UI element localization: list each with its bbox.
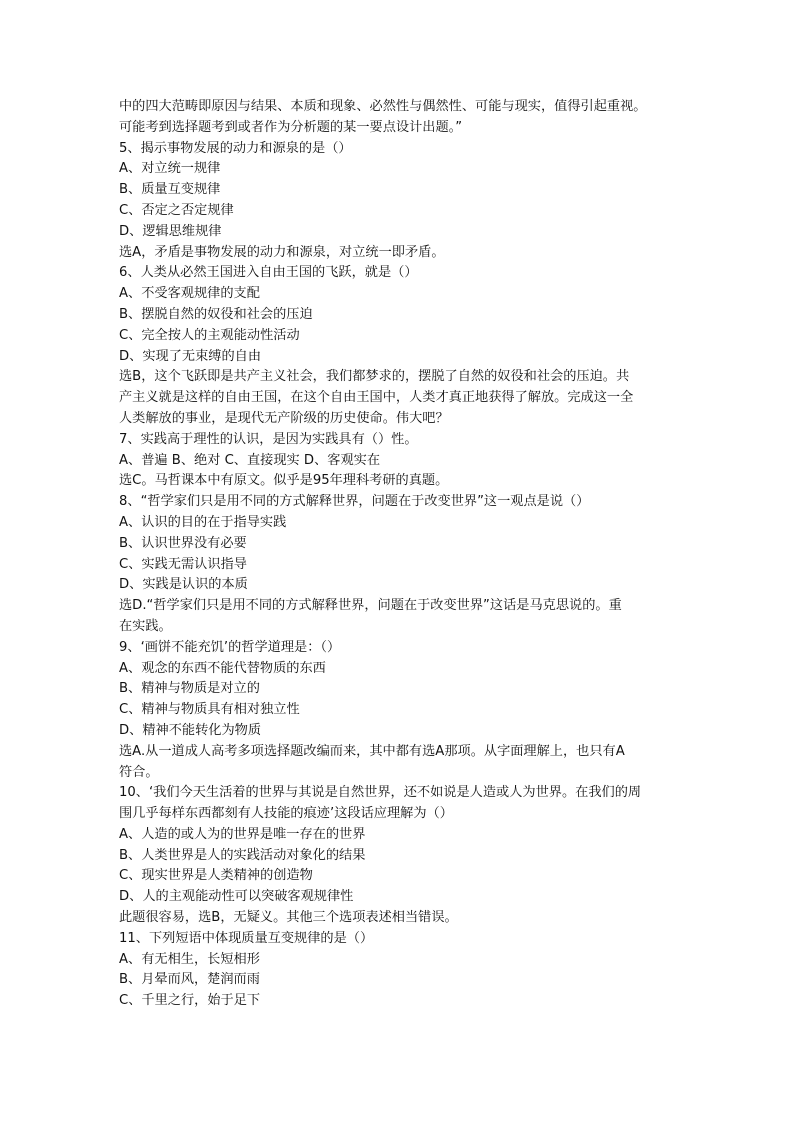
question-8: 8、“哲学家们只是用不同的方式解释世界，问题在于改变世界”这一观点是说（） bbox=[119, 494, 590, 510]
option-b: B、摆脱自然的奴役和社会的压迫 bbox=[119, 306, 313, 322]
question-7: 7、实践高于理性的认识，是因为实践具有（）性。 bbox=[119, 431, 418, 447]
option-c: C、现实世界是人类精神的创造物 bbox=[119, 868, 313, 884]
option-b: B、精神与物质是对立的 bbox=[119, 681, 260, 697]
option-d: D、逻辑思维规律 bbox=[119, 223, 222, 239]
question-5: 5、揭示事物发展的动力和源泉的是（） bbox=[119, 140, 352, 156]
option-a: A、有无相生，长短相形 bbox=[119, 951, 260, 967]
question-10-continued: 围几乎每样东西都刻有人技能的痕迹’这段话应理解为（） bbox=[119, 806, 453, 822]
option-d: D、实现了无束缚的自由 bbox=[119, 348, 262, 364]
text-line: 可能考到选择题考到或者作为分析题的某一要点设计出题。” bbox=[119, 119, 463, 135]
option-b: B、质量互变规律 bbox=[119, 182, 221, 198]
answer-explanation: 选D.“哲学家们只是用不同的方式解释世界，问题在于改变世界”这话是马克思说的。重 bbox=[119, 598, 622, 614]
option-b: B、人类世界是人的实践活动对象化的结果 bbox=[119, 847, 366, 863]
option-a: A、不受客观规律的支配 bbox=[119, 286, 260, 302]
option-a: A、观念的东西不能代替物质的东西 bbox=[119, 660, 326, 676]
option-a: A、对立统一规律 bbox=[119, 161, 221, 177]
option-d: D、实践是认识的本质 bbox=[119, 577, 248, 593]
answer-explanation: 选A，矛盾是事物发展的动力和源泉，对立统一即矛盾。 bbox=[119, 244, 445, 260]
option-a: A、认识的目的在于指导实践 bbox=[119, 514, 287, 530]
answer-explanation: 选A.从一道成人高考多项选择题改编而来，其中都有选A那项。从字面理解上，也只有A bbox=[119, 743, 625, 759]
option-c: C、实践无需认识指导 bbox=[119, 556, 247, 572]
answer-explanation: 此题很容易，选B，无疑义。其他三个选项表述相当错误。 bbox=[119, 910, 458, 926]
answer-explanation: 选C。马哲课本中有原文。似乎是95年理科考研的真题。 bbox=[119, 473, 449, 489]
option-c: C、完全按人的主观能动性活动 bbox=[119, 327, 300, 343]
question-6: 6、人类从必然王国进入自由王国的飞跃，就是（） bbox=[119, 265, 418, 281]
answer-explanation: 符合。 bbox=[119, 764, 159, 780]
option-a: A、人造的或人为的世界是唯一存在的世界 bbox=[119, 826, 366, 842]
document-body bbox=[119, 97, 684, 1012]
option-c: C、精神与物质具有相对独立性 bbox=[119, 702, 300, 718]
question-9: 9、‘画饼不能充饥’的哲学道理是：（） bbox=[119, 639, 341, 655]
options-inline: A、普遍 B、绝对 C、直接现实 D、客观实在 bbox=[119, 452, 381, 468]
answer-explanation: 产主义就是这样的自由王国，在这个自由王国中，人类才真正地获得了解放。完成这一全 bbox=[119, 390, 634, 406]
option-c: C、千里之行，始于足下 bbox=[119, 993, 261, 1009]
question-11: 11、下列短语中体现质量互变规律的是（） bbox=[119, 930, 374, 946]
option-b: B、认识世界没有必要 bbox=[119, 535, 247, 551]
answer-explanation: 人类解放的事业，是现代无产阶级的历史使命。伟大吧？ bbox=[119, 410, 449, 426]
answer-explanation: 选B，这个飞跃即是共产主义社会，我们都梦求的，摆脱了自然的奴役和社会的压迫。共 bbox=[119, 369, 630, 385]
option-b: B、月晕而风，楚润而雨 bbox=[119, 972, 260, 988]
option-c: C、否定之否定规律 bbox=[119, 202, 234, 218]
question-10: 10、‘我们今天生活着的世界与其说是自然世界，还不如说是人造或人为世界。在我们的周 bbox=[119, 785, 642, 801]
answer-explanation: 在实践。 bbox=[119, 618, 172, 634]
text-line: 中的四大范畴即原因与结果、本质和现象、必然性与偶然性、可能与现实，值得引起重视。 bbox=[119, 99, 647, 114]
option-d: D、人的主观能动性可以突破客观规律性 bbox=[119, 889, 354, 905]
option-d: D、精神不能转化为物质 bbox=[119, 722, 262, 738]
